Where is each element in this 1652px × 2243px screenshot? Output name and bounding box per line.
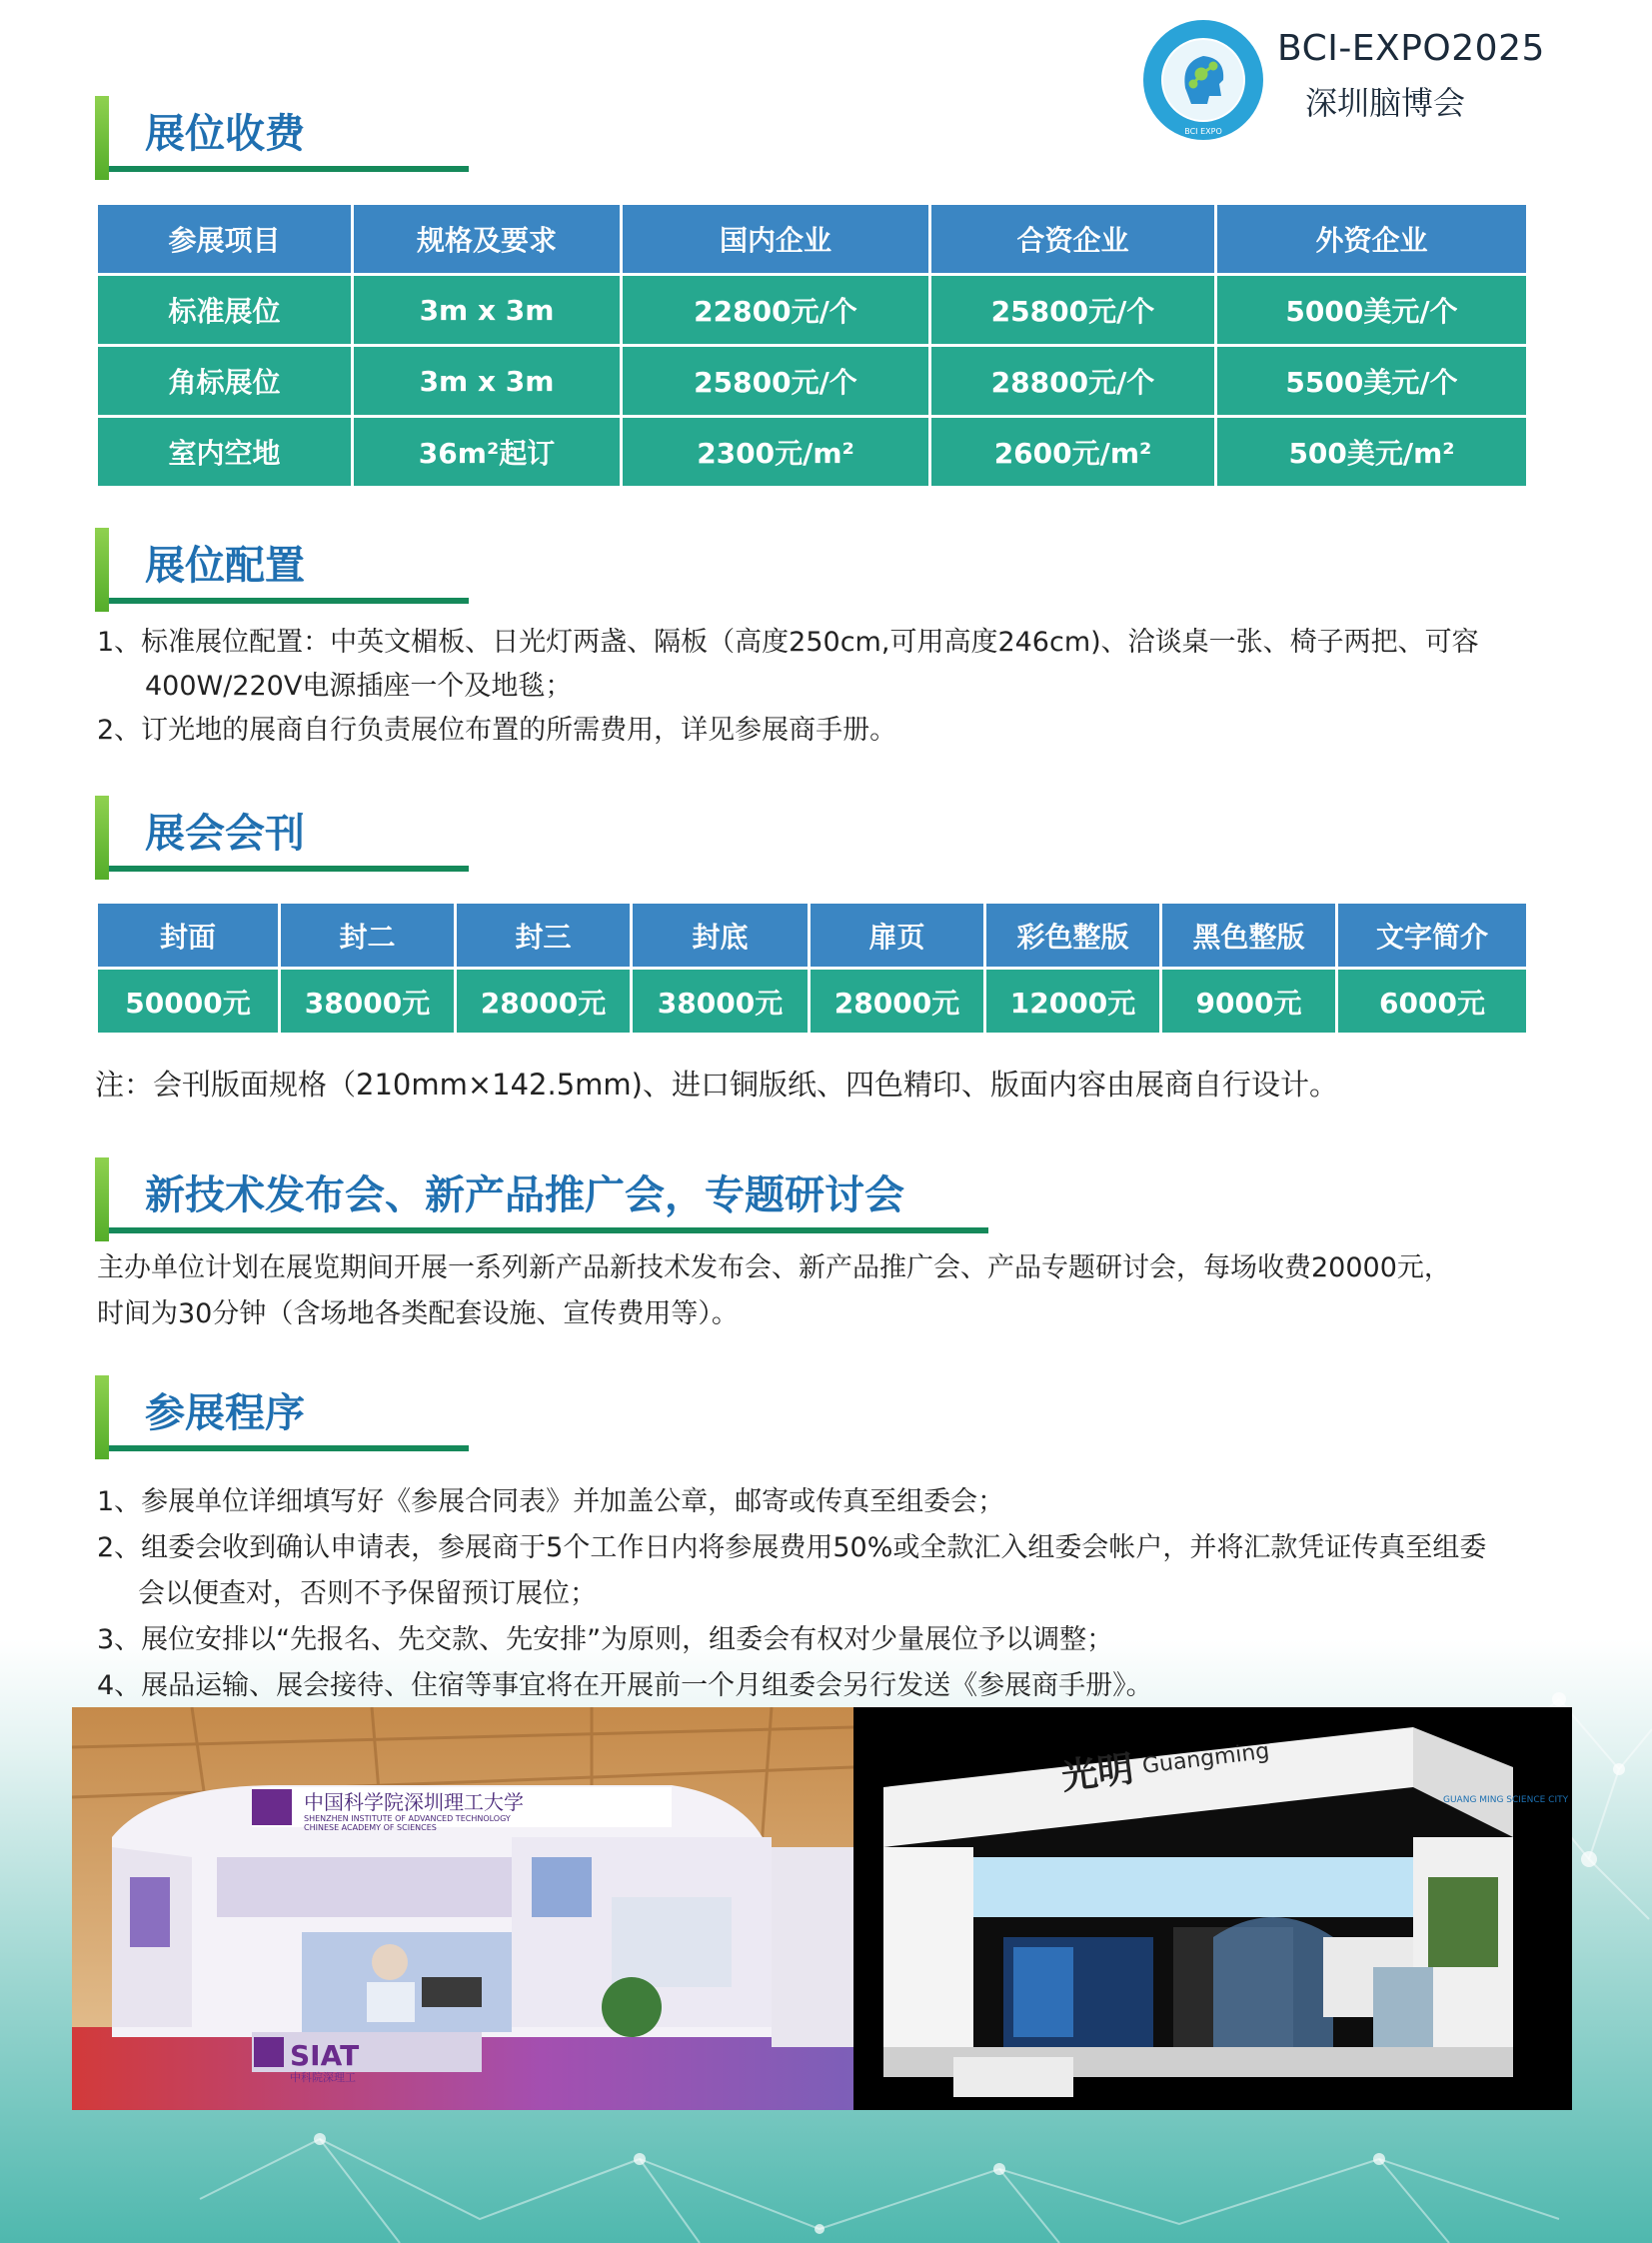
fee-header-cell: 规格及要求 (353, 204, 622, 275)
section-accent-bar (95, 1157, 109, 1241)
siat-sign-en-2: CHINESE ACADEMY OF SCIENCES (304, 1823, 437, 1832)
section-underline (109, 1445, 469, 1451)
config-line-1: 1、标准展位配置：中英文楣板、日光灯两盏、隔板（高度250cm,可用高度246cm)、洽谈桌一张、椅子两把、可容 (97, 627, 1479, 658)
procedure-line-4: 4、展品运输、展会接待、住宿等事宜将在开展前一个月组委会另行发送《参展商手册》。 (97, 1670, 1153, 1701)
section-accent-bar (95, 528, 109, 612)
logo-title-cn: 深圳脑博会 (1305, 84, 1466, 122)
journal-table (95, 901, 1529, 1036)
journal-cell: 38000元 (632, 969, 810, 1035)
section-underline (109, 598, 469, 604)
journal-note: 注：会刊版面规格（210mm×142.5mm)、进口铜版纸、四色精印、版面内容由展商自行设计。 (95, 1068, 1338, 1102)
journal-header-cell: 封面 (97, 903, 280, 969)
section-accent-bar (95, 1375, 109, 1459)
journal-header-cell: 封底 (632, 903, 810, 969)
fee-table (95, 202, 1529, 489)
section-title: 展位配置 (145, 543, 305, 589)
siat-brand-cn: 中科院深理工 (290, 2071, 356, 2084)
section-title: 参展程序 (145, 1390, 305, 1436)
config-line-2: 2、订光地的展商自行负责展位布置的所需费用，详见参展商手册。 (97, 715, 897, 746)
journal-cell: 38000元 (280, 969, 456, 1035)
fee-cell: 5500美元/个 (1216, 346, 1528, 417)
journal-header-cell: 封二 (280, 903, 456, 969)
section-title: 展位收费 (145, 111, 305, 157)
guangming-sign-en: Guangming (1140, 1738, 1271, 1779)
siat-sign-en: SHENZHEN INSTITUTE OF ADVANCED TECHNOLOGY (304, 1814, 511, 1823)
table-row (97, 969, 1528, 1035)
journal-cell: 50000元 (97, 969, 280, 1035)
fee-cell: 25800元/个 (622, 346, 930, 417)
section-title: 展会会刊 (145, 811, 305, 857)
booth-photo-siat (72, 1707, 853, 2110)
booth-photo-guangming (853, 1707, 1572, 2110)
table-row (97, 275, 1528, 346)
fee-header-cell: 外资企业 (1216, 204, 1528, 275)
fee-cell: 3m x 3m (353, 275, 622, 346)
journal-cell: 6000元 (1337, 969, 1528, 1035)
config-line-1b: 400W/220V电源插座一个及地毯； (145, 671, 573, 702)
fee-cell: 2600元/m² (930, 417, 1216, 488)
journal-header-cell: 彩色整版 (985, 903, 1161, 969)
journal-header-cell: 黑色整版 (1161, 903, 1337, 969)
bci-expo-logo (1141, 18, 1265, 142)
fee-header-cell: 国内企业 (622, 204, 930, 275)
journal-header-cell: 扉页 (810, 903, 985, 969)
fee-cell: 3m x 3m (353, 346, 622, 417)
fee-cell: 角标展位 (97, 346, 353, 417)
section-accent-bar (95, 796, 109, 880)
fee-header-cell: 合资企业 (930, 204, 1216, 275)
table-row (97, 417, 1528, 488)
siat-sign-cn: 中国科学院深圳理工大学 (304, 1790, 524, 1814)
fee-cell: 标准展位 (97, 275, 353, 346)
section-accent-bar (95, 96, 109, 180)
guangming-sign-cn: 光明 (1058, 1747, 1136, 1798)
journal-header-cell: 文字简介 (1337, 903, 1528, 969)
fee-cell: 500美元/m² (1216, 417, 1528, 488)
fee-cell: 室内空地 (97, 417, 353, 488)
section-title: 新技术发布会、新产品推广会，专题研讨会 (145, 1172, 904, 1218)
fee-cell: 5000美元/个 (1216, 275, 1528, 346)
guangming-side-sign: GUANG MING SCIENCE CITY (1443, 1795, 1569, 1805)
siat-brand: SIAT (290, 2039, 360, 2072)
svg-text:BCI EXPO: BCI EXPO (1184, 127, 1222, 136)
fee-table-header (97, 204, 1528, 275)
journal-table-header (97, 903, 1528, 969)
fee-cell: 28800元/个 (930, 346, 1216, 417)
section-underline (109, 866, 469, 872)
table-row (97, 346, 1528, 417)
fee-cell: 36m²起订 (353, 417, 622, 488)
journal-cell: 9000元 (1161, 969, 1337, 1035)
fee-cell: 22800元/个 (622, 275, 930, 346)
procedure-line-1: 1、参展单位详细填写好《参展合同表》并加盖公章，邮寄或传真至组委会； (97, 1486, 1005, 1517)
journal-header-cell: 封三 (456, 903, 632, 969)
launch-line-1: 主办单位计划在展览期间开展一系列新产品新技术发布会、新产品推广会、产品专题研讨会，每场收费20000元， (97, 1252, 1451, 1283)
launch-line-2: 时间为30分钟（含场地各类配套设施、宣传费用等）。 (97, 1298, 739, 1329)
fee-cell: 25800元/个 (930, 275, 1216, 346)
fee-cell: 2300元/m² (622, 417, 930, 488)
section-underline (109, 166, 469, 172)
fee-header-cell: 参展项目 (97, 204, 353, 275)
procedure-line-2b: 会以便查对，否则不予保留预订展位； (138, 1578, 597, 1609)
logo-title-en: BCI-EXPO2025 (1277, 28, 1545, 69)
procedure-line-3: 3、展位安排以“先报名、先交款、先安排”为原则，组委会有权对少量展位予以调整； (97, 1624, 1114, 1655)
procedure-line-2: 2、组委会收到确认申请表，参展商于5个工作日内将参展费用50%或全款汇入组委会帐户，并将汇款凭证传真至组委 (97, 1532, 1487, 1563)
section-underline (109, 1227, 988, 1233)
journal-cell: 28000元 (456, 969, 632, 1035)
journal-cell: 12000元 (985, 969, 1161, 1035)
journal-cell: 28000元 (810, 969, 985, 1035)
